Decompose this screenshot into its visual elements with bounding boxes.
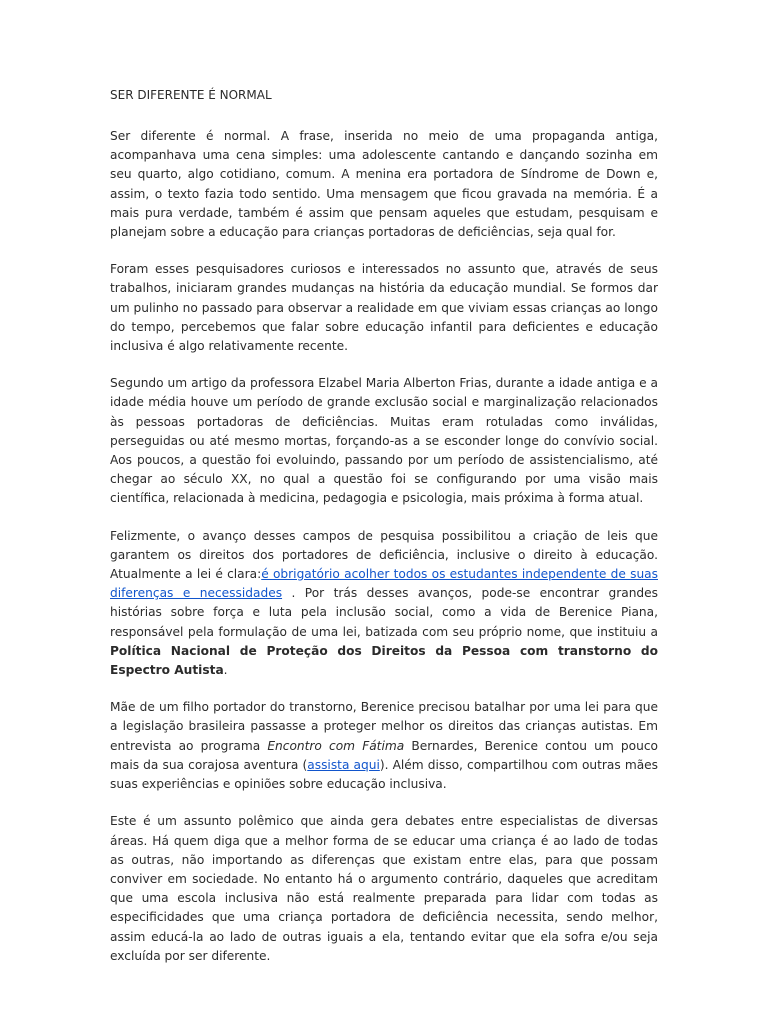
paragraph-2: Foram esses pesquisadores curiosos e interessados no assunto que, através de seus trabalhos, iniciaram grandes mudanças na história da educação mundial. Se formos dar um pulinho no passado para observar a realidade em que viviam essas crianças ao longo do tempo, percebemos que falar sobre educação infantil para deficientes e educação inclusiva é algo relativamente recente.: [110, 262, 658, 354]
program-name: Encontro com Fátima: [267, 738, 405, 753]
paragraph-4-text-a: Felizmente, o avanço desses campos de pesquisa possibilitou a criação de leis que garantem os direitos dos portadores de deficiência, inclusive o direito à educação. Atualmente a lei é clara:: [110, 528, 658, 582]
paragraph-5: [110, 698, 658, 794]
document-title: SER DIFERENTE É NORMAL: [110, 88, 272, 102]
paragraph-4-end: .: [223, 663, 228, 678]
paragraph-5-text-c: ). Além disso, compartilhou com outras mães suas experiências e opiniões sobre educação inclusiva.: [110, 757, 659, 792]
document-page: [110, 86, 658, 984]
paragraph-1: Ser diferente é normal. A frase, inserida no meio de uma propaganda antiga, acompanhava uma cena simples: uma adolescente cantando e dançando sozinha em seu quarto, algo cotidiano, comum. A menina era portadora de Síndrome de Down e, assim, o texto fazia todo sentido. Uma mensagem que ficou gravada na memória. É a mais pura verdade, também é assim que pensam aqueles que estudam, pesquisam e planejam sobre a educação para crianças portadoras de deficiências, seja qual for.: [110, 129, 658, 240]
paragraph-6: Este é um assunto polêmico que ainda gera debates entre especialistas de diversas áreas. Há quem diga que a melhor forma de se educar uma criança é ao lado de todas as outras, não importando as diferenças que existam entre elas, para que possam conviver em sociedade. No entanto há o argumento contrário, daqueles que acreditam que uma escola inclusiva não está realmente preparada para lidar com todas as especificidades que uma criança portadora de deficiência necessita, sendo melhor, assim educá-la ao lado de outras iguais a ela, tentando evitar que ela sofra e/ou seja excluída por ser diferente.: [110, 814, 658, 963]
paragraph-4-text-b: . Por trás desses avanços, pode-se encontrar grandes histórias sobre força e luta pela inclusão social, como a vida de Berenice Piana, responsável pela formulação de uma lei, batizada com seu próprio nome, que instituiu a: [110, 586, 658, 639]
paragraph-3: Segundo um artigo da professora Elzabel Maria Alberton Frias, durante a idade antiga e a idade média houve um período de grande exclusão social e marginalização relacionados às pessoas portadoras de deficiências. Muitas eram rotuladas como inválidas, perseguidas ou até mesmo mortas, forçando-as a se esconder longe do convívio social. Aos poucos, a questão foi evoluindo, passando por um período de assistencialismo, até chegar ao século XX, no qual a questão foi se configurando por uma visão mais científica, relacionada à medicina, pedagogia e psicologia, mais próxima à forma atual.: [110, 376, 658, 506]
paragraph-4: [110, 527, 658, 681]
paragraph-5-text-a: Mãe de um filho portador do transtorno, Berenice precisou batalhar por uma lei para que a legislação brasileira passasse a proteger melhor os direitos das crianças autistas. Em entrevista ao programa: [110, 700, 658, 753]
law-link[interactable]: é obrigatório acolher todos os estudantes independente de suas diferenças e necessidades: [110, 567, 658, 601]
watch-here-link[interactable]: assista aqui: [307, 757, 380, 772]
paragraph-5-text-b: Bernardes, Berenice contou um pouco mais da sua corajosa aventura (: [110, 738, 658, 772]
policy-name: Política Nacional de Proteção dos Direitos da Pessoa com transtorno do Espectro Autista: [110, 643, 658, 678]
